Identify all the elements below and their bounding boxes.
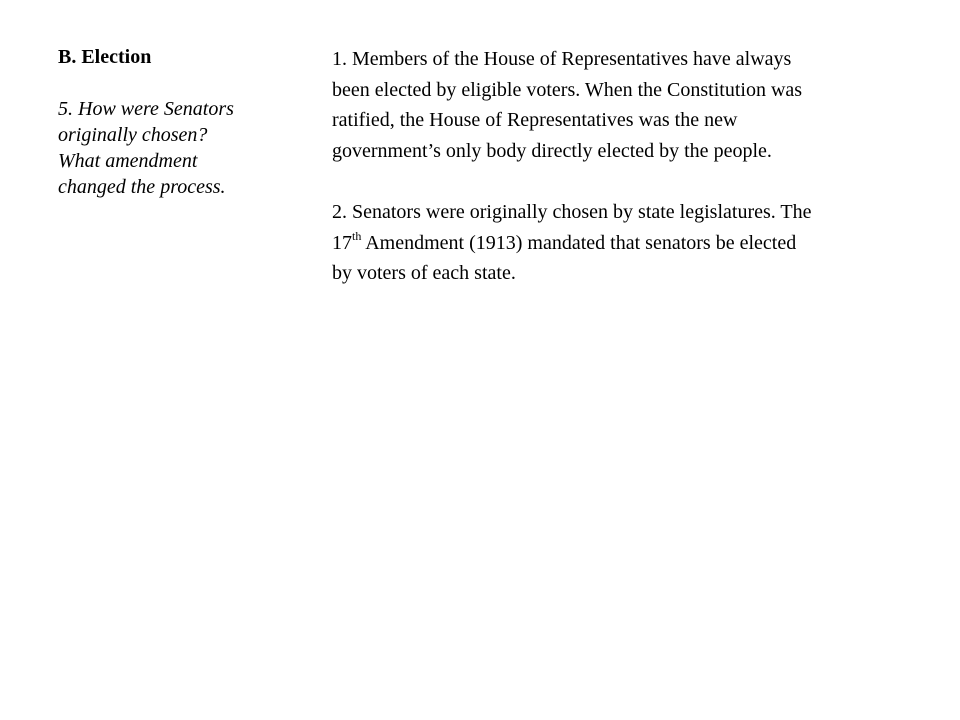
spacer (58, 70, 308, 96)
right-column (332, 44, 932, 289)
question-text (58, 96, 308, 200)
answer-2-line: by voters of each state. (332, 262, 516, 284)
ordinal-suffix: th (352, 228, 362, 243)
section-heading: B. Election (58, 46, 152, 68)
question-line: originally chosen? (58, 124, 208, 146)
amendment-number: 17 (332, 231, 352, 254)
left-column (58, 44, 308, 200)
answer-1-line: 1. Members of the House of Representatives have always (332, 48, 792, 70)
question-line: What amendment (58, 150, 198, 172)
answer-1-line: been elected by eligible voters. When the Constitution was (332, 78, 803, 101)
answer-2-line: 2. Senators were originally chosen by state legislatures. The (332, 201, 812, 223)
paragraph-gap (332, 166, 932, 197)
answer-2 (332, 197, 932, 289)
question-line: 5. How were Senators (58, 98, 234, 120)
answer-1 (332, 44, 932, 166)
answer-2-line-rest: Amendment (1913) mandated that senators be elected (361, 231, 797, 254)
answer-1-line: government’s only body directly elected by the people. (332, 139, 772, 162)
answer-2-line (332, 228, 932, 259)
answer-1-line: ratified, the House of Representatives was the new (332, 109, 738, 131)
question-line: changed the process. (58, 176, 226, 198)
